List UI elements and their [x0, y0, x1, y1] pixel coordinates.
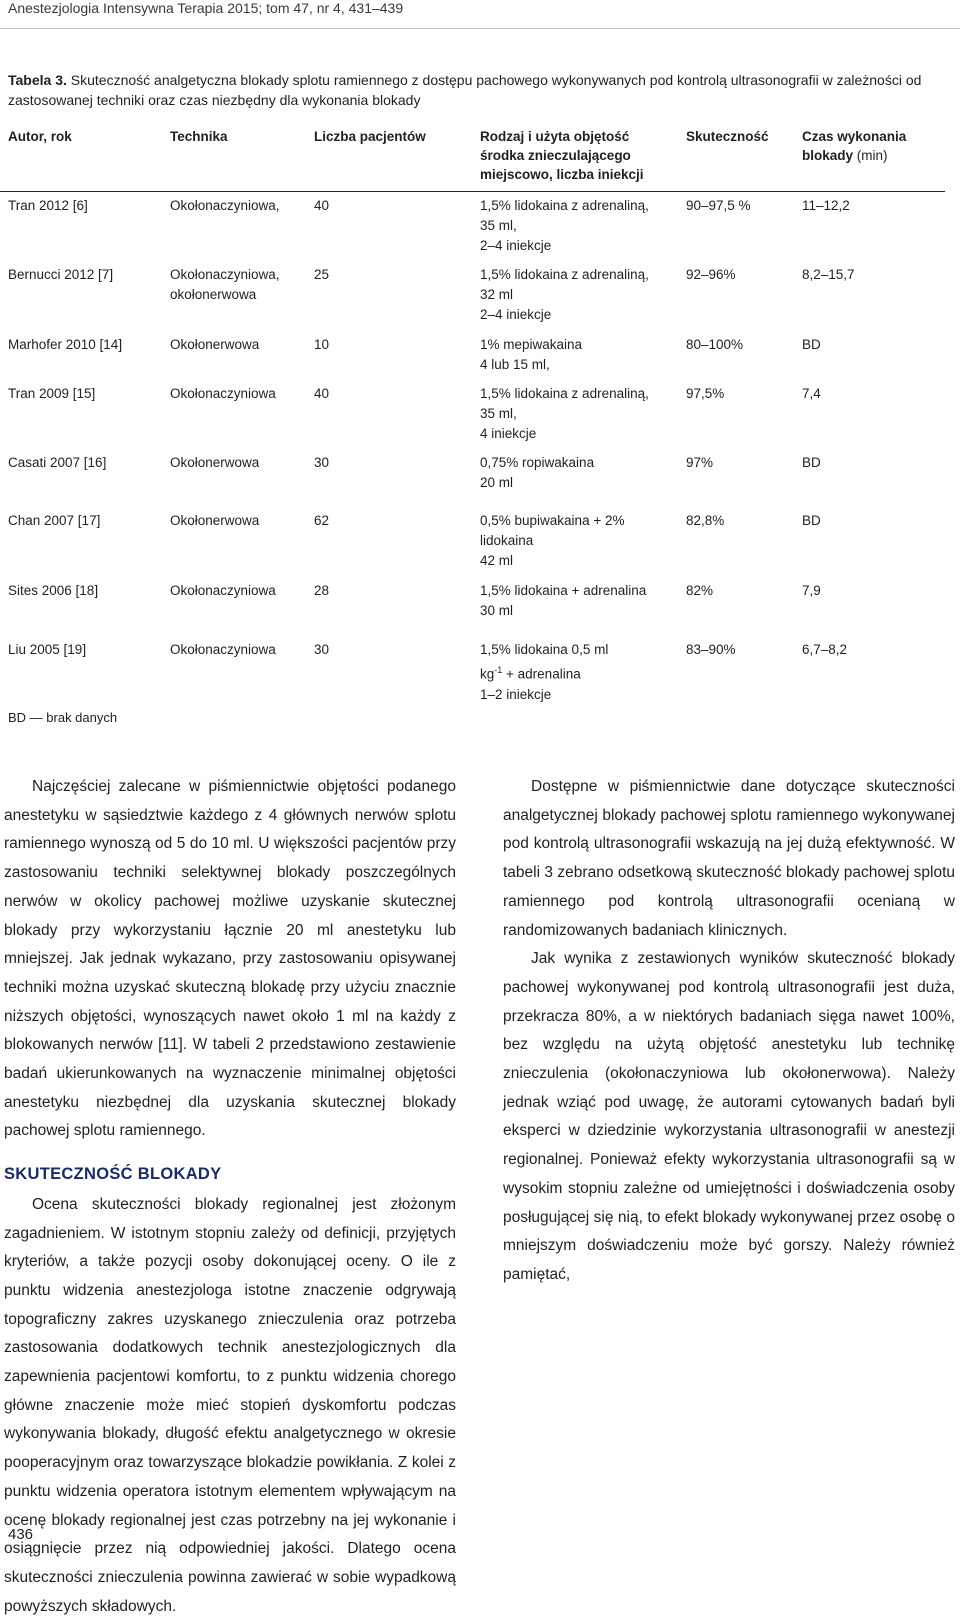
cell-efficacy: 80–100% — [686, 337, 744, 352]
cell-patients: 28 — [314, 583, 330, 598]
cell-author: Chan 2007 [17] — [8, 513, 101, 528]
body-paragraph: Dostępne w piśmiennictwie dane dotyczące skuteczności analgetycznej blokady pachowej splotu ramiennego wykonywanej pod kontrolą ultrasonografii wskazują na jej dużą efektywność. W tabeli 3 zebrano odsetkową skuteczność blokady pachowej splotu ramiennego pod kontrolą ultrasonografii ocenianą w randomizowanych badaniach klinicznych. — [503, 778, 955, 939]
cell-technique: Okołonaczyniowa, okołonerwowa — [170, 267, 280, 302]
cell-efficacy: 92–96% — [686, 267, 736, 282]
cell-technique: Okołonaczyniowa, — [170, 198, 280, 213]
cell-time: 7,4 — [802, 386, 821, 401]
col-header-efficacy: Skuteczność — [686, 129, 769, 144]
cell-technique: Okołonaczyniowa — [170, 583, 276, 598]
cell-author: Casati 2007 [16] — [8, 455, 107, 470]
col-header-time — [802, 127, 922, 165]
col-header-patients: Liczba pacjentów — [314, 129, 426, 144]
efficacy-table — [8, 127, 953, 189]
left-column — [4, 773, 456, 1621]
cell-drug: 1% mepiwakaina 4 lub 15 ml, — [480, 337, 583, 372]
col-header-drug: Rodzaj i użyta objętość środka znieczulającego miejscowo, liczba iniekcji — [480, 129, 644, 182]
cell-author: Tran 2012 [6] — [8, 198, 88, 213]
cell-time: BD — [802, 455, 821, 470]
cell-time: 7,9 — [802, 583, 821, 598]
table-header — [8, 127, 953, 189]
body-paragraph: Ocena skuteczności blokady regionalnej jest złożonym zagadnieniem. W istotnym stopniu zależy od definicji, przyjętych kryteriów, a także pozycji osoby dokonującej oceny. O ile z punktu widzenia anestezjologa istotne znaczenie odgrywają topograficzny zakres uzyskanego znieczulenia oraz potrzeba zastosowania dodatkowych technik anestezjologicznych dla zapewnienia pacjentowi komfortu, to z punktu widzenia chorego główne znaczenie może mieć stopień dyskomfortu podczas wykonywania blokady, długość efektu analgetycznego w okresie pooperacyjnym oraz towarzyszące blokadzie powikłania. Z kolei z punktu widzenia operatora istotnym elementem wpływającym na ocenę blokady regionalnej jest czas potrzebny na jej wykonanie i osiągnięcie przez nią odpowiedniej jakości. Dlatego ocena skuteczności znieczulenia powinna zawierać w sobie wypadkową powyższych składowych. — [4, 1195, 456, 1615]
cell-time: BD — [802, 513, 821, 528]
cell-drug-line: 1,5% lidokaina 0,5 ml — [480, 642, 609, 657]
col-header-time-unit: (min) — [856, 148, 888, 163]
section-heading: SKUTECZNOŚĆ BLOKADY — [4, 1165, 222, 1184]
cell-drug-line: 1–2 iniekcje — [480, 686, 552, 702]
cell-author: Sites 2006 [18] — [8, 583, 99, 598]
cell-technique: Okołonerwowa — [170, 455, 260, 470]
cell-patients: 40 — [314, 198, 330, 213]
col-header-time-label: Czas wykonania blokady — [802, 129, 907, 163]
cell-technique: Okołonerwowa — [170, 337, 260, 352]
cell-drug: 1,5% lidokaina z adrenaliną, 32 ml 2–4 iniekcje — [480, 267, 649, 322]
journal-header: Anestezjologia Intensywna Terapia 2015; tom 47, nr 4, 431–439 — [8, 0, 404, 16]
cell-efficacy: 97,5% — [686, 386, 725, 401]
table-caption-text: Skuteczność analgetyczna blokady splotu ramiennego z dostępu pachowego wykonywanych pod kontrolą ultrasonografii w zależności od zastosowanej techniki oraz czas niezbędny dla wykonania blokady — [8, 72, 922, 108]
cell-patients: 30 — [314, 455, 330, 470]
right-column — [503, 773, 955, 1290]
cell-technique: Okołonaczyniowa — [170, 642, 276, 657]
page-number: 436 — [8, 1526, 34, 1543]
cell-drug-line — [480, 660, 680, 685]
cell-author: Tran 2009 [15] — [8, 386, 96, 401]
cell-efficacy: 97% — [686, 455, 714, 470]
body-paragraph: Najczęściej zalecane w piśmiennictwie objętości podanego anestetyku w sąsiedztwie każdego z 4 głównych nerwów splotu ramiennego wynoszą od 5 do 10 ml. U większości pacjentów przy zastosowaniu techniki selektywnej blokady poszczególnych nerwów w okolicy pachowej możliwe uzyskanie skutecznej blokady przy wykorzystaniu łącznie 20 ml anestetyku lub mniejszej. Jak jednak wykazano, przy zastosowaniu opisywanej techniki można uzyskać skuteczną blokadę przy użyciu znacznie niższych objętości, wynoszących nawet około 1 ml na każdy z blokowanych nerwów [11]. W tabeli 2 przedstawiono zestawienie badań ukierunkowanych na wyznaczenie minimalnej objętości anestetyku niezbędnej dla uzyskania skutecznej blokady pachowej splotu ramiennego. — [4, 778, 456, 1140]
cell-patients: 40 — [314, 386, 330, 401]
cell-drug: 1,5% lidokaina z adrenaliną, 35 ml, 2–4 iniekcje — [480, 198, 649, 253]
cell-technique: Okołonaczyniowa — [170, 386, 276, 401]
cell-patients: 25 — [314, 267, 330, 282]
cell-author: Liu 2005 [19] — [8, 642, 87, 657]
cell-drug-exponent: -1 — [494, 665, 503, 675]
cell-patients: 62 — [314, 513, 330, 528]
body-paragraph: Jak wynika z zestawionych wyników skuteczność blokady pachowej wykonywanej pod kontrolą ultrasonografii jest duża, przekracza 80%, a w niektórych badaniach sięga nawet 100%, bez względu na użytą objętość anestetyku lub technikę znieczulenia (okołonaczyniowa lub okołonerwowa). Należy jednak wziąć pod uwagę, że autorami cytowanych badań byli eksperci w dziedzinie wykorzystania ultrasonografii w anestezji regionalnej. Ponieważ efekty wykorzystania ultrasonografii są w wysokim stopniu zależne od umiejętności i doświadczenia osoby posługującej się nią, to efekt blokady wykonywanej przez osobę o mniejszym doświadczeniu może być gorszy. Należy również pamiętać, — [503, 950, 955, 1283]
cell-efficacy: 90–97,5 % — [686, 198, 751, 213]
table-caption — [8, 70, 956, 110]
col-header-author: Autor, rok — [8, 129, 72, 144]
cell-patients: 10 — [314, 337, 330, 352]
col-header-technique: Technika — [170, 129, 228, 144]
cell-efficacy: 82,8% — [686, 513, 725, 528]
cell-drug: 0,5% bupiwakaina + 2% lidokaina 42 ml — [480, 513, 625, 568]
cell-drug: 1,5% lidokaina z adrenaliną, 35 ml, 4 iniekcje — [480, 386, 649, 441]
cell-drug: 1,5% lidokaina + adrenalina 30 ml — [480, 583, 647, 618]
cell-efficacy: 82% — [686, 583, 714, 598]
cell-author: Marhofer 2010 [14] — [8, 337, 123, 352]
cell-patients: 30 — [314, 642, 330, 657]
cell-time: BD — [802, 337, 821, 352]
table-label: Tabela 3. — [8, 72, 67, 88]
cell-author: Bernucci 2012 [7] — [8, 267, 114, 282]
table-header-rule — [0, 191, 945, 192]
cell-drug: 0,75% ropiwakaina 20 ml — [480, 455, 595, 490]
cell-drug-unit: kg — [480, 666, 495, 682]
table-footnote: BD — brak danych — [8, 710, 118, 725]
cell-efficacy: 83–90% — [686, 642, 736, 657]
cell-drug — [480, 640, 680, 705]
cell-time: 11–12,2 — [802, 198, 850, 213]
cell-time: 6,7–8,2 — [802, 642, 848, 657]
cell-time: 8,2–15,7 — [802, 267, 855, 282]
cell-drug-additive: + adrenalina — [502, 666, 581, 682]
header-divider — [0, 28, 960, 29]
cell-technique: Okołonerwowa — [170, 513, 260, 528]
